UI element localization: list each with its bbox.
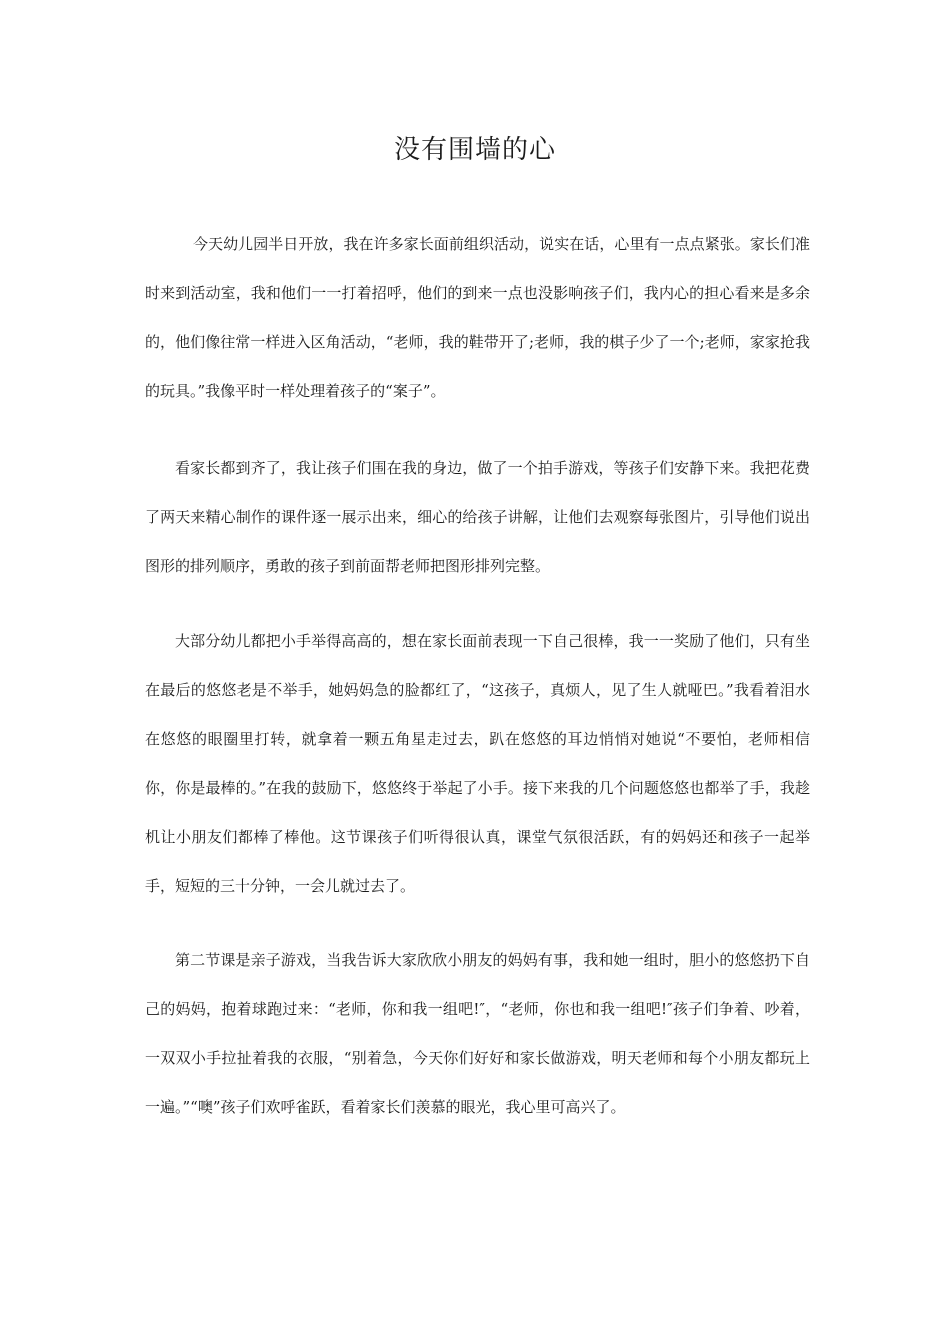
document-title: 没有围墙的心 — [393, 135, 556, 165]
paragraph-4: 第二节课是亲子游戏，当我告诉大家欣欣小朋友的妈妈有事，我和她一组时，胆小的悠悠扔下自己的妈妈，抱着球跑过来：“老师，你和我一组吧!″，“老师，你也和我一组吧!″孩子们争着、吵着，一双双小手拉扯着我的衣服，“别着急，今天你们好好和家长做游戏，明天老师和每个小朋友都玩上一遍。”“噢”孩子们欢呼雀跃，看着家长们羡慕的眼光，我心里可高兴了。 — [145, 951, 810, 1116]
paragraph-1: 今天幼儿园半日开放，我在许多家长面前组织活动，说实在话，心里有一点点紧张。家长们准时来到活动室，我和他们一一打着招呼，他们的到来一点也没影响孩子们，我内心的担心看来是多余的，他们像往常一样进入区角活动，“老师，我的鞋带开了;老师，我的棋子少了一个;老师，家家抢我的玩具。”我像平时一样处理着孩子的“案子”。 — [145, 235, 810, 400]
paragraph-2: 看家长都到齐了，我让孩子们围在我的身边，做了一个拍手游戏，等孩子们安静下来。我把花费了两天来精心制作的课件逐一展示出来，细心的给孩子讲解，让他们去观察每张图片，引导他们说出图形的排列顺序，勇敢的孩子到前面帮老师把图形排列完整。 — [145, 459, 810, 575]
paragraph-3: 大部分幼儿都把小手举得高高的，想在家长面前表现一下自己很棒，我一一奖励了他们，只有坐在最后的悠悠老是不举手，她妈妈急的脸都红了，“这孩子，真烦人，见了生人就哑巴。”我看着泪水在悠悠的眼圈里打转，就拿着一颗五角星走过去，趴在悠悠的耳边悄悄对她说“不要怕，老师相信你，你是最棒的。”在我的鼓励下，悠悠终于举起了小手。接下来我的几个问题悠悠也都举了手，我趁机让小朋友们都棒了棒他。这节课孩子们听得很认真，课堂气氛很活跃，有的妈妈还和孩子一起举手，短短的三十分钟，一会儿就过去了。 — [145, 632, 810, 895]
